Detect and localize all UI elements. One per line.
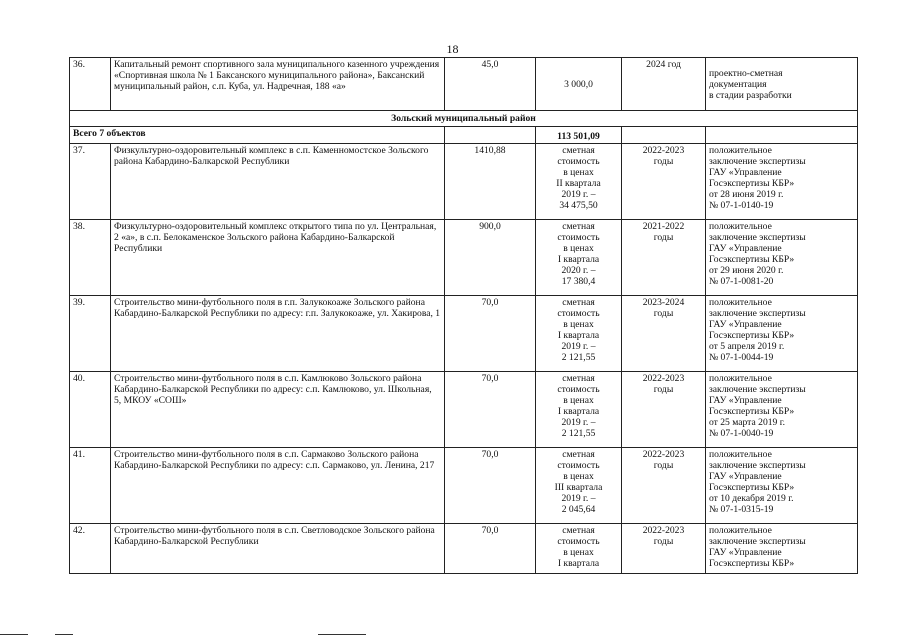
total-value: 113 501,09 <box>536 127 622 144</box>
doc-line: Госэкспертизы КБР» <box>709 178 795 189</box>
row-number: 41. <box>70 448 111 524</box>
table-row <box>70 524 858 574</box>
years-line: 2022-2023 <box>642 373 685 384</box>
objects-table <box>69 57 858 574</box>
doc-line: от 28 июня 2019 г. <box>709 189 784 200</box>
cost-line: стоимость <box>557 460 600 471</box>
doc-line: ГАУ «Управление <box>709 319 782 330</box>
years-line: 2022-2023 <box>642 525 685 536</box>
years-line: 2023-2024 <box>642 297 685 308</box>
cost-line: сметная <box>562 449 595 460</box>
years-line: 2021-2022 <box>642 221 685 232</box>
cost-line: в ценах <box>563 167 594 178</box>
doc-line: положительное <box>709 373 772 384</box>
cost-value <box>536 372 622 448</box>
table-row <box>70 144 858 220</box>
cost-value <box>536 220 622 296</box>
cost-line: стоимость <box>557 232 600 243</box>
years-value: 2024 год <box>622 58 706 111</box>
cost-line: 3 000,0 <box>564 78 593 90</box>
doc-line: ГАУ «Управление <box>709 471 782 482</box>
years-line: годы <box>653 308 674 319</box>
cost-line: I квартала <box>557 330 600 341</box>
years-line: годы <box>653 156 674 167</box>
doc-line: Госэкспертизы КБР» <box>709 330 795 341</box>
documentation-status <box>706 448 858 524</box>
doc-line: № 07-1-0040-19 <box>709 428 774 439</box>
years-value <box>622 524 706 574</box>
years-line: 2022-2023 <box>642 145 685 156</box>
years-line: годы <box>653 384 674 395</box>
cost-line: II квартала <box>556 178 601 189</box>
years-line: годы <box>653 536 674 547</box>
row-number: 38. <box>70 220 111 296</box>
doc-line: от 5 апреля 2019 г. <box>709 341 785 352</box>
row-number: 39. <box>70 296 111 372</box>
capacity-value: 900,0 <box>445 220 536 296</box>
years-value <box>622 220 706 296</box>
object-name: Физкультурно-оздоровительный комплекс открытого типа по ул. Центральная, 2 «а», в с.п. Белокаменское Зольского района Кабардино-Балкарской Республики <box>111 220 445 296</box>
doc-line: положительное <box>709 449 772 460</box>
table-row <box>70 372 858 448</box>
cost-value <box>536 296 622 372</box>
years-value <box>622 448 706 524</box>
documentation-status <box>706 524 858 574</box>
cost-line: стоимость <box>557 536 600 547</box>
cost-line: 2019 г. – <box>561 189 596 200</box>
cost-line: в ценах <box>563 471 594 482</box>
object-name: Строительство мини-футбольного поля в с.п. Камлюково Зольского района Кабардино-Балкарской Республики по адресу: с.п. Камлюково, ул. Школьная, 5, МКОУ «СОШ» <box>111 372 445 448</box>
documentation-status <box>706 144 858 220</box>
object-name: Капитальный ремонт спортивного зала муниципального казенного учреждения «Спортивная школа № 1 Баксанского муниципального района», Баксанский муниципальный район, с.п. Куба, ул. Надречная, 188 «а» <box>111 58 445 111</box>
cost-value <box>536 58 622 111</box>
cost-line: III квартала <box>554 482 603 493</box>
doc-line: ГАУ «Управление <box>709 243 782 254</box>
doc-line: № 07-1-0315-19 <box>709 504 774 515</box>
doc-line: заключение экспертизы <box>709 156 806 167</box>
doc-line: от 25 марта 2019 г. <box>709 417 785 428</box>
cost-line: 2020 г. – <box>561 265 596 276</box>
table-row <box>70 58 858 111</box>
doc-line: положительное <box>709 297 772 308</box>
cost-line: I квартала <box>557 558 600 569</box>
row-number: 36. <box>70 58 111 111</box>
table-row <box>70 448 858 524</box>
total-row <box>70 127 858 144</box>
section-header-row <box>70 111 858 127</box>
cost-line: 2 045,64 <box>561 504 596 515</box>
doc-line: документация <box>709 78 767 90</box>
doc-line: положительное <box>709 221 772 232</box>
object-name: Строительство мини-футбольного поля в г.п. Залукокоаже Зольского района Кабардино-Балкарской Республики по адресу: г.п. Залукокоаже, ул. Хакирова, 1 <box>111 296 445 372</box>
cost-line: в ценах <box>563 547 594 558</box>
table-row <box>70 296 858 372</box>
doc-line: ГАУ «Управление <box>709 547 782 558</box>
capacity-value: 70,0 <box>445 296 536 372</box>
doc-line: № 07-1-0140-19 <box>709 200 774 211</box>
doc-line: заключение экспертизы <box>709 536 806 547</box>
cost-line: стоимость <box>557 156 600 167</box>
capacity-value: 70,0 <box>445 372 536 448</box>
capacity-value: 70,0 <box>445 524 536 574</box>
doc-line: Госэкспертизы КБР» <box>709 254 795 265</box>
cost-value <box>536 524 622 574</box>
cost-line: 34 475,50 <box>559 200 598 211</box>
cost-line: 17 380,4 <box>561 276 596 287</box>
cost-line: в ценах <box>563 395 594 406</box>
doc-line: проектно-сметная <box>709 67 783 79</box>
cost-line: сметная <box>562 297 595 308</box>
doc-line: заключение экспертизы <box>709 460 806 471</box>
table-row <box>70 220 858 296</box>
cost-line: I квартала <box>557 254 600 265</box>
years-value <box>622 372 706 448</box>
years-value <box>622 144 706 220</box>
cost-line: I квартала <box>557 406 600 417</box>
total-years-cell <box>622 127 706 144</box>
cost-line: сметная <box>562 145 595 156</box>
doc-line: ГАУ «Управление <box>709 395 782 406</box>
cost-value <box>536 144 622 220</box>
years-line: годы <box>653 232 674 243</box>
documentation-status <box>706 296 858 372</box>
cost-line: 2019 г. – <box>561 417 596 428</box>
cost-value <box>536 448 622 524</box>
section-title: Зольский муниципальный район <box>70 111 858 127</box>
doc-line: № 07-1-0044-19 <box>709 352 774 363</box>
years-line: годы <box>653 460 674 471</box>
scan-mark <box>318 634 366 635</box>
cost-line: 2 121,55 <box>561 428 596 439</box>
documentation-status <box>706 58 858 111</box>
cost-line: 2019 г. – <box>561 341 596 352</box>
row-number: 40. <box>70 372 111 448</box>
object-name: Строительство мини-футбольного поля в с.п. Сармаково Зольского района Кабардино-Балкарской Республики по адресу: с.п. Сармаково, ул. Ленина, 217 <box>111 448 445 524</box>
cost-line: стоимость <box>557 308 600 319</box>
object-name: Физкультурно-оздоровительный комплекс в с.п. Каменномостское Зольского района Кабардино-Балкарской Республики <box>111 144 445 220</box>
cost-line: в ценах <box>563 319 594 330</box>
row-number: 42. <box>70 524 111 574</box>
total-doc-cell <box>706 127 858 144</box>
cost-line: 2019 г. – <box>561 493 596 504</box>
doc-line: положительное <box>709 145 772 156</box>
doc-line: заключение экспертизы <box>709 308 806 319</box>
doc-line: ГАУ «Управление <box>709 167 782 178</box>
doc-line: от 29 июня 2020 г. <box>709 265 784 276</box>
cost-line: сметная <box>562 221 595 232</box>
capacity-value: 45,0 <box>445 58 536 111</box>
object-name: Строительство мини-футбольного поля в с.п. Светловодское Зольского района Кабардино-Балкарской Республики <box>111 524 445 574</box>
scan-mark <box>0 634 28 635</box>
capacity-value: 70,0 <box>445 448 536 524</box>
scan-mark <box>55 634 73 635</box>
cost-line: сметная <box>562 525 595 536</box>
doc-line: в стадии разработки <box>709 89 792 101</box>
doc-line: от 10 декабря 2019 г. <box>709 493 794 504</box>
capacity-value: 1410,88 <box>445 144 536 220</box>
total-label: Всего 7 объектов <box>70 127 445 144</box>
cost-line: стоимость <box>557 384 600 395</box>
cost-line: в ценах <box>563 243 594 254</box>
documentation-status <box>706 372 858 448</box>
years-line: 2022-2023 <box>642 449 685 460</box>
doc-line: положительное <box>709 525 772 536</box>
cost-line: 2 121,55 <box>561 352 596 363</box>
doc-line: Госэкспертизы КБР» <box>709 558 795 569</box>
doc-line: заключение экспертизы <box>709 384 806 395</box>
doc-line: заключение экспертизы <box>709 232 806 243</box>
total-capacity-cell <box>445 127 536 144</box>
doc-line: Госэкспертизы КБР» <box>709 406 795 417</box>
years-value <box>622 296 706 372</box>
doc-line: Госэкспертизы КБР» <box>709 482 795 493</box>
page-number: 18 <box>446 42 459 56</box>
cost-line: сметная <box>562 373 595 384</box>
doc-line: № 07-1-0081-20 <box>709 276 774 287</box>
documentation-status <box>706 220 858 296</box>
row-number: 37. <box>70 144 111 220</box>
